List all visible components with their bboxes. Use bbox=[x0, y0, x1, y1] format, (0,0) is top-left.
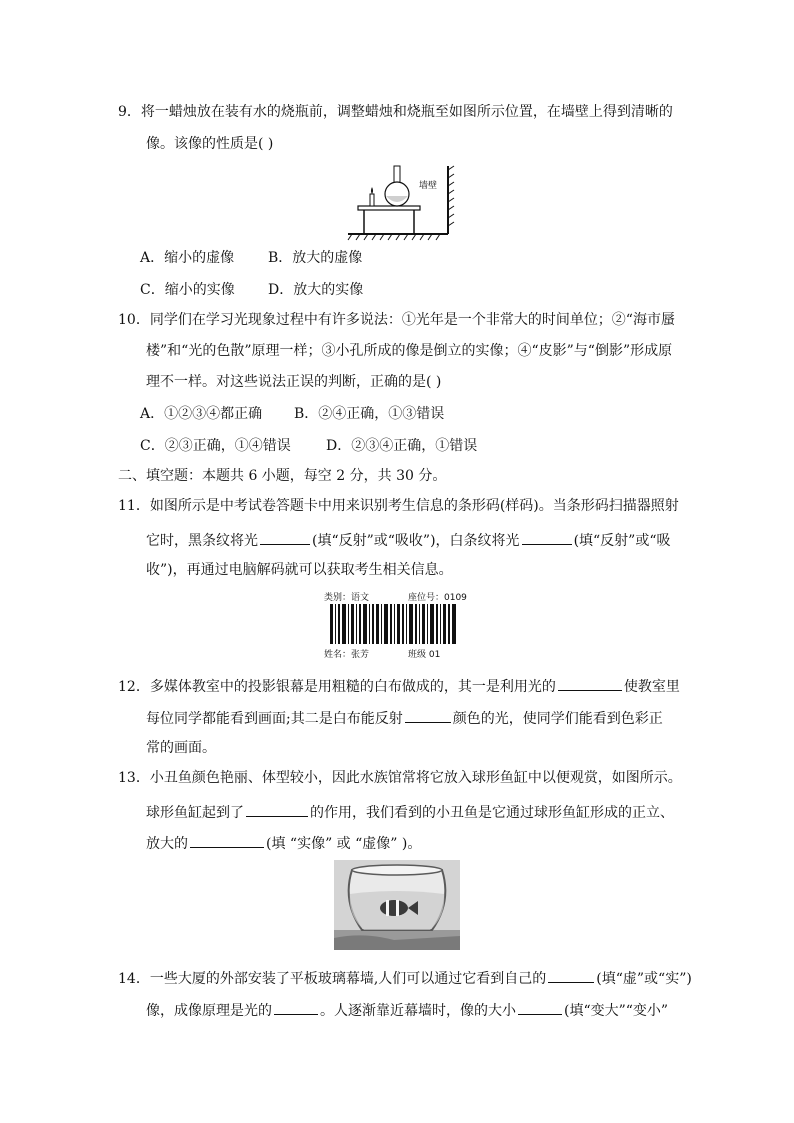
q13-blank-1 bbox=[246, 800, 308, 817]
q13-text-c: 放大的 bbox=[146, 836, 188, 852]
q14-blank-3 bbox=[518, 998, 562, 1015]
q10-option-c: C．②③正确，①④错误 bbox=[140, 438, 291, 454]
q11-blank-2 bbox=[522, 528, 572, 545]
q9-line-2: 像。该像的性质是( ) bbox=[146, 136, 274, 152]
q13-text-a: 球形鱼缸起到了 bbox=[146, 805, 244, 821]
q14-text-b: (填“虚”或“实”) bbox=[596, 971, 692, 987]
q10-option-a: A．①②③④都正确 bbox=[140, 406, 263, 422]
fishbowl-photo bbox=[334, 860, 460, 950]
q11-text-a: 它时，黑条纹将光 bbox=[146, 533, 258, 549]
q12-blank-2 bbox=[405, 706, 451, 723]
barcode-bars bbox=[330, 604, 456, 644]
q9-option-c: C．缩小的实像 bbox=[140, 282, 235, 298]
q13-line-3 bbox=[146, 831, 421, 854]
q10-option-d: D．②③④正确，①错误 bbox=[326, 438, 478, 454]
q12-text-b: 使教室里 bbox=[623, 679, 680, 695]
q9-option-b: B．放大的虚像 bbox=[268, 250, 363, 266]
q13-line-1: 13．小丑鱼颜色艳丽、体型较小，因此水族馆常将它放入球形鱼缸中以便观赏，如图所示。 bbox=[118, 770, 682, 786]
barcode-seat: 座位号：0109 bbox=[408, 593, 467, 603]
q9-option-a: A．缩小的虚像 bbox=[140, 250, 235, 266]
q11-blank-1 bbox=[260, 528, 310, 545]
q9-line-1: 9．将一蜡烛放在装有水的烧瓶前，调整蜡烛和烧瓶至如图所示位置，在墙壁上得到清晰的 bbox=[118, 104, 673, 120]
q11-line-1: 11．如图所示是中考试卷答题卡中用来识别考生信息的条形码(样码)。当条形码扫描器照射 bbox=[118, 498, 679, 514]
q14-line-1 bbox=[118, 966, 692, 989]
q13-blank-2 bbox=[190, 831, 264, 848]
q12-line-1 bbox=[118, 674, 680, 697]
q12-text-a: 12．多媒体教室中的投影银幕是用粗糙的白布做成的，其一是利用光的 bbox=[118, 679, 556, 695]
q12-line-3: 常的画面。 bbox=[146, 740, 216, 756]
q14-blank-2 bbox=[274, 998, 318, 1015]
q12-text-d: 颜色的光，使同学们能看到色彩正 bbox=[452, 711, 663, 727]
barcode-name: 姓名：张芳 bbox=[324, 650, 370, 660]
q10-option-b: B．②④正确，①③错误 bbox=[294, 406, 445, 422]
q10-line-1: 10．同学们在学习光现象过程中有许多说法：①光年是一个非常大的时间单位；②“海市蜃 bbox=[118, 312, 675, 328]
q10-line-2: 楼”和“光的色散”原理一样；③小孔所成的像是倒立的实像；④“皮影”与“倒影”形成原 bbox=[146, 343, 673, 359]
q14-text-e: (填“变大”“变小” bbox=[564, 1003, 669, 1019]
q10-line-3: 理不一样。对这些说法正误的判断，正确的是( ) bbox=[146, 374, 442, 390]
q14-text-c: 像，成像原理是光的 bbox=[146, 1003, 272, 1019]
q14-line-2 bbox=[146, 998, 668, 1021]
candle-flask-figure bbox=[340, 160, 460, 242]
q12-text-c: 每位同学都能看到画面;其二是白布能反射 bbox=[146, 711, 403, 727]
q11-line-3: 收”)，再通过电脑解码就可以获取考生相关信息。 bbox=[146, 562, 453, 578]
q12-blank-1 bbox=[558, 674, 622, 691]
q13-line-2 bbox=[146, 800, 674, 823]
q13-text-d: (填 “实像” 或 “虚像” )。 bbox=[266, 836, 422, 852]
q13-text-b: 的作用，我们看到的小丑鱼是它通过球形鱼缸形成的正立、 bbox=[310, 805, 674, 821]
q11-text-c: (填“反射”或“吸 bbox=[573, 533, 671, 549]
q12-line-2 bbox=[146, 706, 663, 729]
q14-text-d: 。人逐渐靠近幕墙时，像的大小 bbox=[320, 1003, 516, 1019]
wall-label: 墙壁 bbox=[419, 181, 438, 191]
section-2-heading: 二、填空题：本题共 6 小题，每空 2 分，共 30 分。 bbox=[118, 468, 447, 484]
q14-text-a: 14．一些大厦的外部安装了平板玻璃幕墙,人们可以通过它看到自己的 bbox=[118, 971, 547, 987]
q11-text-b: (填“反射”或“吸收”)，白条纹将光 bbox=[312, 533, 520, 549]
q11-line-2 bbox=[146, 528, 671, 551]
barcode-category: 类别：语文 bbox=[324, 593, 370, 603]
barcode-class: 班级 01 bbox=[408, 650, 441, 660]
q9-option-d: D．放大的实像 bbox=[268, 282, 364, 298]
q14-blank-1 bbox=[548, 966, 594, 983]
barcode-figure bbox=[322, 590, 472, 660]
